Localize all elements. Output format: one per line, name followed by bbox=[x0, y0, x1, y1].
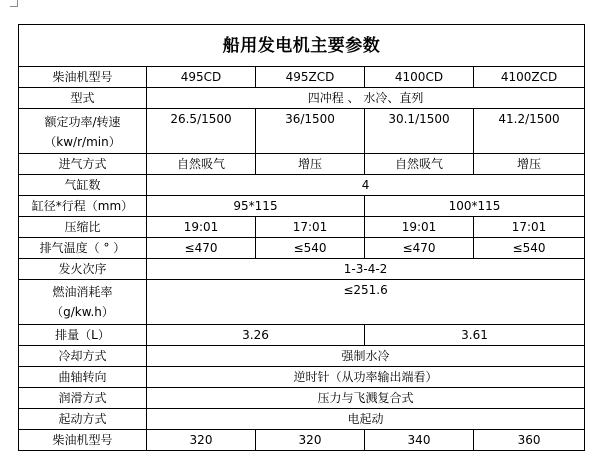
table-title: 船用发电机主要参数 bbox=[19, 25, 585, 67]
row-label bbox=[19, 109, 147, 154]
table-cell: 320 bbox=[147, 430, 256, 451]
table-cell: 30.1/1500 bbox=[365, 109, 474, 154]
table-cell: 495ZCD bbox=[256, 67, 365, 88]
row-label: 柴油机型号 bbox=[19, 67, 147, 88]
table-row-cooling bbox=[19, 346, 585, 367]
table-row-rotation bbox=[19, 367, 585, 388]
table-cell: 26.5/1500 bbox=[147, 109, 256, 154]
table-row-type bbox=[19, 88, 585, 109]
table-cell: 19:01 bbox=[365, 217, 474, 238]
row-label: 排气温度（ ° ） bbox=[19, 238, 147, 259]
table-cell: 19:01 bbox=[147, 217, 256, 238]
table-cell: ≤540 bbox=[256, 238, 365, 259]
table-cell: 4100CD bbox=[365, 67, 474, 88]
table-row-cylinders bbox=[19, 175, 585, 196]
spec-table bbox=[18, 24, 585, 451]
table-row-exhaust-temp bbox=[19, 238, 585, 259]
row-label: 气缸数 bbox=[19, 175, 147, 196]
table-cell: 自然吸气 bbox=[365, 154, 474, 175]
table-cell: 320 bbox=[256, 430, 365, 451]
row-label: 润滑方式 bbox=[19, 388, 147, 409]
table-cell: 压力与飞溅复合式 bbox=[147, 388, 585, 409]
row-label: 冷却方式 bbox=[19, 346, 147, 367]
row-label bbox=[19, 280, 147, 325]
table-row-firing-order bbox=[19, 259, 585, 280]
table-row-model-last bbox=[19, 430, 585, 451]
row-label: 柴油机型号 bbox=[19, 430, 147, 451]
table-cell: 17:01 bbox=[474, 217, 585, 238]
row-label: 压缩比 bbox=[19, 217, 147, 238]
table-cell: 100*115 bbox=[365, 196, 585, 217]
table-title-row bbox=[19, 25, 585, 67]
table-cell: 495CD bbox=[147, 67, 256, 88]
table-cell: 3.26 bbox=[147, 325, 365, 346]
row-label: 发火次序 bbox=[19, 259, 147, 280]
table-row-starting bbox=[19, 409, 585, 430]
table-row-power bbox=[19, 109, 585, 154]
row-label-line: 额定功率/转速 bbox=[44, 115, 121, 129]
table-cell: 强制水冷 bbox=[147, 346, 585, 367]
table-row-intake bbox=[19, 154, 585, 175]
table-row-fuel bbox=[19, 280, 585, 325]
table-row-displacement bbox=[19, 325, 585, 346]
table-cell: 4100ZCD bbox=[474, 67, 585, 88]
table-cell: 17:01 bbox=[256, 217, 365, 238]
table-cell: 4 bbox=[147, 175, 585, 196]
table-cell: ≤470 bbox=[147, 238, 256, 259]
table-cell: 36/1500 bbox=[256, 109, 365, 154]
table-cell: ≤251.6 bbox=[147, 280, 585, 325]
table-cell: 四冲程 、 水冷、直列 bbox=[147, 88, 585, 109]
table-cell: 增压 bbox=[256, 154, 365, 175]
table-cell: 3.61 bbox=[365, 325, 585, 346]
table-cell: 360 bbox=[474, 430, 585, 451]
row-label-line: （g/kw.h） bbox=[51, 305, 114, 319]
table-cell: 自然吸气 bbox=[147, 154, 256, 175]
row-label: 型式 bbox=[19, 88, 147, 109]
table-cell: 340 bbox=[365, 430, 474, 451]
crop-mark-horizontal bbox=[10, 6, 18, 7]
row-label: 进气方式 bbox=[19, 154, 147, 175]
table-cell: 1-3-4-2 bbox=[147, 259, 585, 280]
table-row-model bbox=[19, 67, 585, 88]
table-cell: 逆时针（从功率输出端看） bbox=[147, 367, 585, 388]
row-label-line: 燃油消耗率 bbox=[52, 285, 113, 299]
table-cell: 增压 bbox=[474, 154, 585, 175]
row-label: 起动方式 bbox=[19, 409, 147, 430]
row-label-line: （kw/r/min） bbox=[44, 135, 121, 149]
row-label: 排量（L） bbox=[19, 325, 147, 346]
row-label: 缸径*行程（mm） bbox=[19, 196, 147, 217]
table-cell: ≤470 bbox=[365, 238, 474, 259]
table-cell: 电起动 bbox=[147, 409, 585, 430]
table-row-bore-stroke bbox=[19, 196, 585, 217]
table-row-lubrication bbox=[19, 388, 585, 409]
row-label: 曲轴转向 bbox=[19, 367, 147, 388]
table-cell: 41.2/1500 bbox=[474, 109, 585, 154]
table-cell: ≤540 bbox=[474, 238, 585, 259]
table-row-compression bbox=[19, 217, 585, 238]
table-cell: 95*115 bbox=[147, 196, 365, 217]
